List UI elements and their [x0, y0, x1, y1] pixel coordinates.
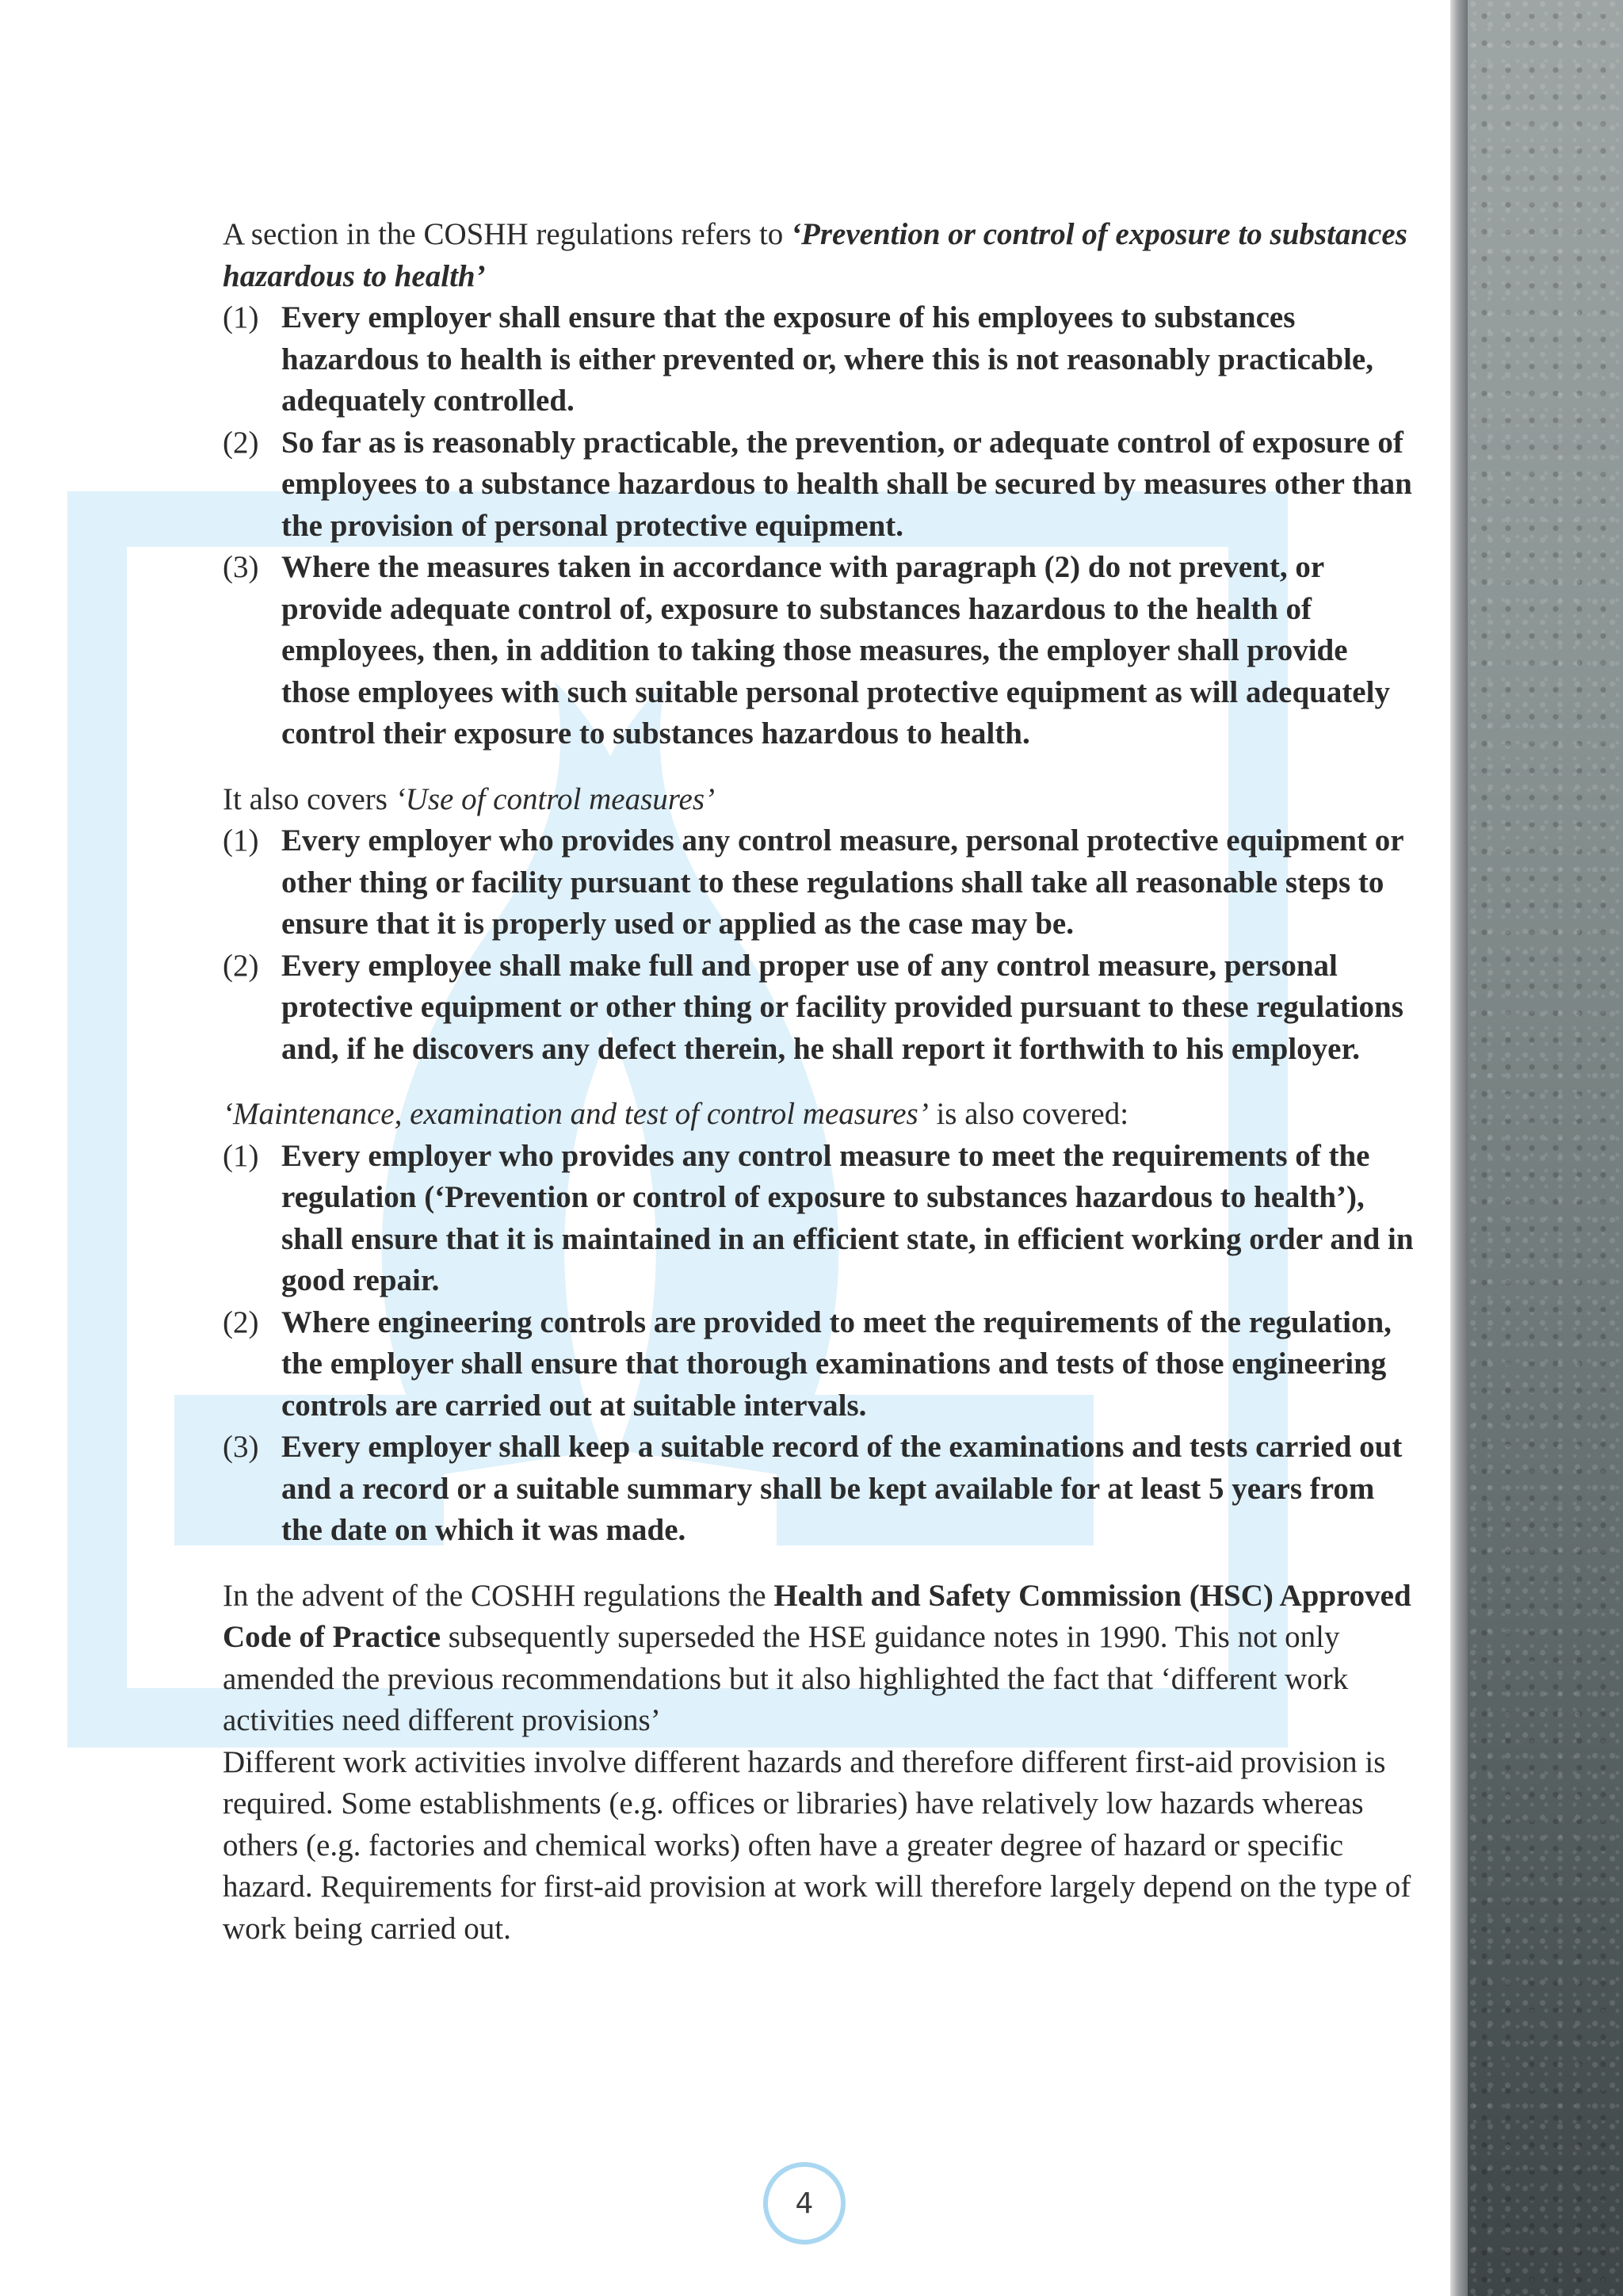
list-item-number: (1) — [223, 300, 259, 334]
list-item-number: (3) — [223, 1430, 259, 1464]
document-body — [223, 214, 1419, 1950]
list-item — [223, 1136, 1419, 1302]
closing-bold-text: Health and Safety Commission (HSC) Approved Code of Practice — [223, 1578, 1411, 1654]
spacer — [223, 755, 1419, 779]
list-item-number: (2) — [223, 948, 259, 983]
list-item-text: Every employer shall ensure that the exposure of his employees to substances hazardous to health is either prevented or, where this is not reasonably practicable, adequately controlled. — [281, 300, 1373, 418]
list-item — [223, 1427, 1419, 1552]
list-item-number: (1) — [223, 823, 259, 858]
list-item-text: Where the measures taken in accordance with paragraph (2) do not prevent, or provide adequate control of, exposure to substances hazardous to the health of employees, then, in addition to taking those measures, the employer shall provide those employees with such suitable personal protective equipment as will adequately control their exposure to substances hazardous to health. — [281, 550, 1390, 751]
list-item — [223, 820, 1419, 946]
list-item-text: Where engineering controls are provided to meet the requirements of the regulation, the employer shall ensure that thorough examinations and tests of those engineering controls are carried out at suitable intervals. — [281, 1305, 1392, 1423]
list-item — [223, 1302, 1419, 1427]
spacer — [223, 1552, 1419, 1576]
section1-intro — [223, 214, 1419, 297]
list-item-number: (2) — [223, 425, 259, 460]
list-item — [223, 422, 1419, 548]
section2-intro-prefix: It also covers — [223, 781, 395, 816]
page-number: 4 — [763, 2162, 846, 2244]
section2-intro-title: ‘Use of control measures’ — [395, 781, 715, 816]
section3-intro — [223, 1094, 1419, 1136]
list-item-text: Every employee shall make full and proper use of any control measure, personal protective equipment or other thing or facility provided pursuant to these regulations and, if he discovers any defect therein, he shall report it forthwith to his employer. — [281, 948, 1403, 1066]
list-item-text: So far as is reasonably practicable, the prevention, or adequate control of exposure of employees to a substance hazardous to health shall be secured by measures other than the provision of personal protective equipment. — [281, 425, 1412, 543]
spacer — [223, 1070, 1419, 1094]
section2-intro — [223, 779, 1419, 821]
section3-intro-suffix: is also covered: — [928, 1097, 1129, 1131]
list-item — [223, 946, 1419, 1071]
list-item-text: Every employer who provides any control measure, personal protective equipment or other thing or facility pursuant to these regulations shall take all reasonable steps to ensure that it is properly used or applied as the case may be. — [281, 823, 1403, 941]
list-item-number: (2) — [223, 1305, 259, 1339]
section1-intro-prefix: A section in the COSHH regulations refers to — [223, 217, 792, 251]
list-item — [223, 297, 1419, 422]
section2-list — [223, 820, 1419, 1070]
section3-intro-title: ‘Maintenance, examination and test of control measures’ — [223, 1097, 929, 1131]
list-item-number: (3) — [223, 550, 259, 584]
list-item — [223, 547, 1419, 755]
closing-text: In the advent of the COSHH regulations the — [223, 1578, 774, 1613]
section1-intro-title: ‘Prevention or control of exposure to substances hazardous to health’ — [223, 217, 1407, 293]
page-edge-shadow — [1450, 0, 1468, 2296]
closing-text: subsequently superseded the HSE guidance notes in 1990. This not only amended the previous recommendations but it also highlighted the fact that ‘different work activities need different provisions’ — [223, 1620, 1349, 1737]
section1-list — [223, 297, 1419, 755]
list-item-text: Every employer who provides any control measure to meet the requirements of the regulation (‘Prevention or control of exposure to substances hazardous to health’), shall ensure that it is maintained in an efficient state, in efficient working order and in good repair. — [281, 1138, 1414, 1297]
list-item-number: (1) — [223, 1138, 259, 1173]
list-item-text: Every employer shall keep a suitable record of the examinations and tests carried out and a record or a suitable summary shall be kept available for at least 5 years from the date on which it was made. — [281, 1430, 1403, 1547]
closing-paragraph-1 — [223, 1576, 1419, 1742]
side-texture-panel — [1468, 0, 1623, 2296]
closing-paragraph-2: Different work activities involve different hazards and therefore different first-aid provision is required. Some establishments (e.g. offices or libraries) have relatively low hazards whereas others (e.g. factories and chemical works) often have a greater degree of hazard or specific hazard. Requirements for first-aid provision at work will therefore largely depend on the type of work being carried out. — [223, 1744, 1411, 1946]
section3-list — [223, 1136, 1419, 1552]
